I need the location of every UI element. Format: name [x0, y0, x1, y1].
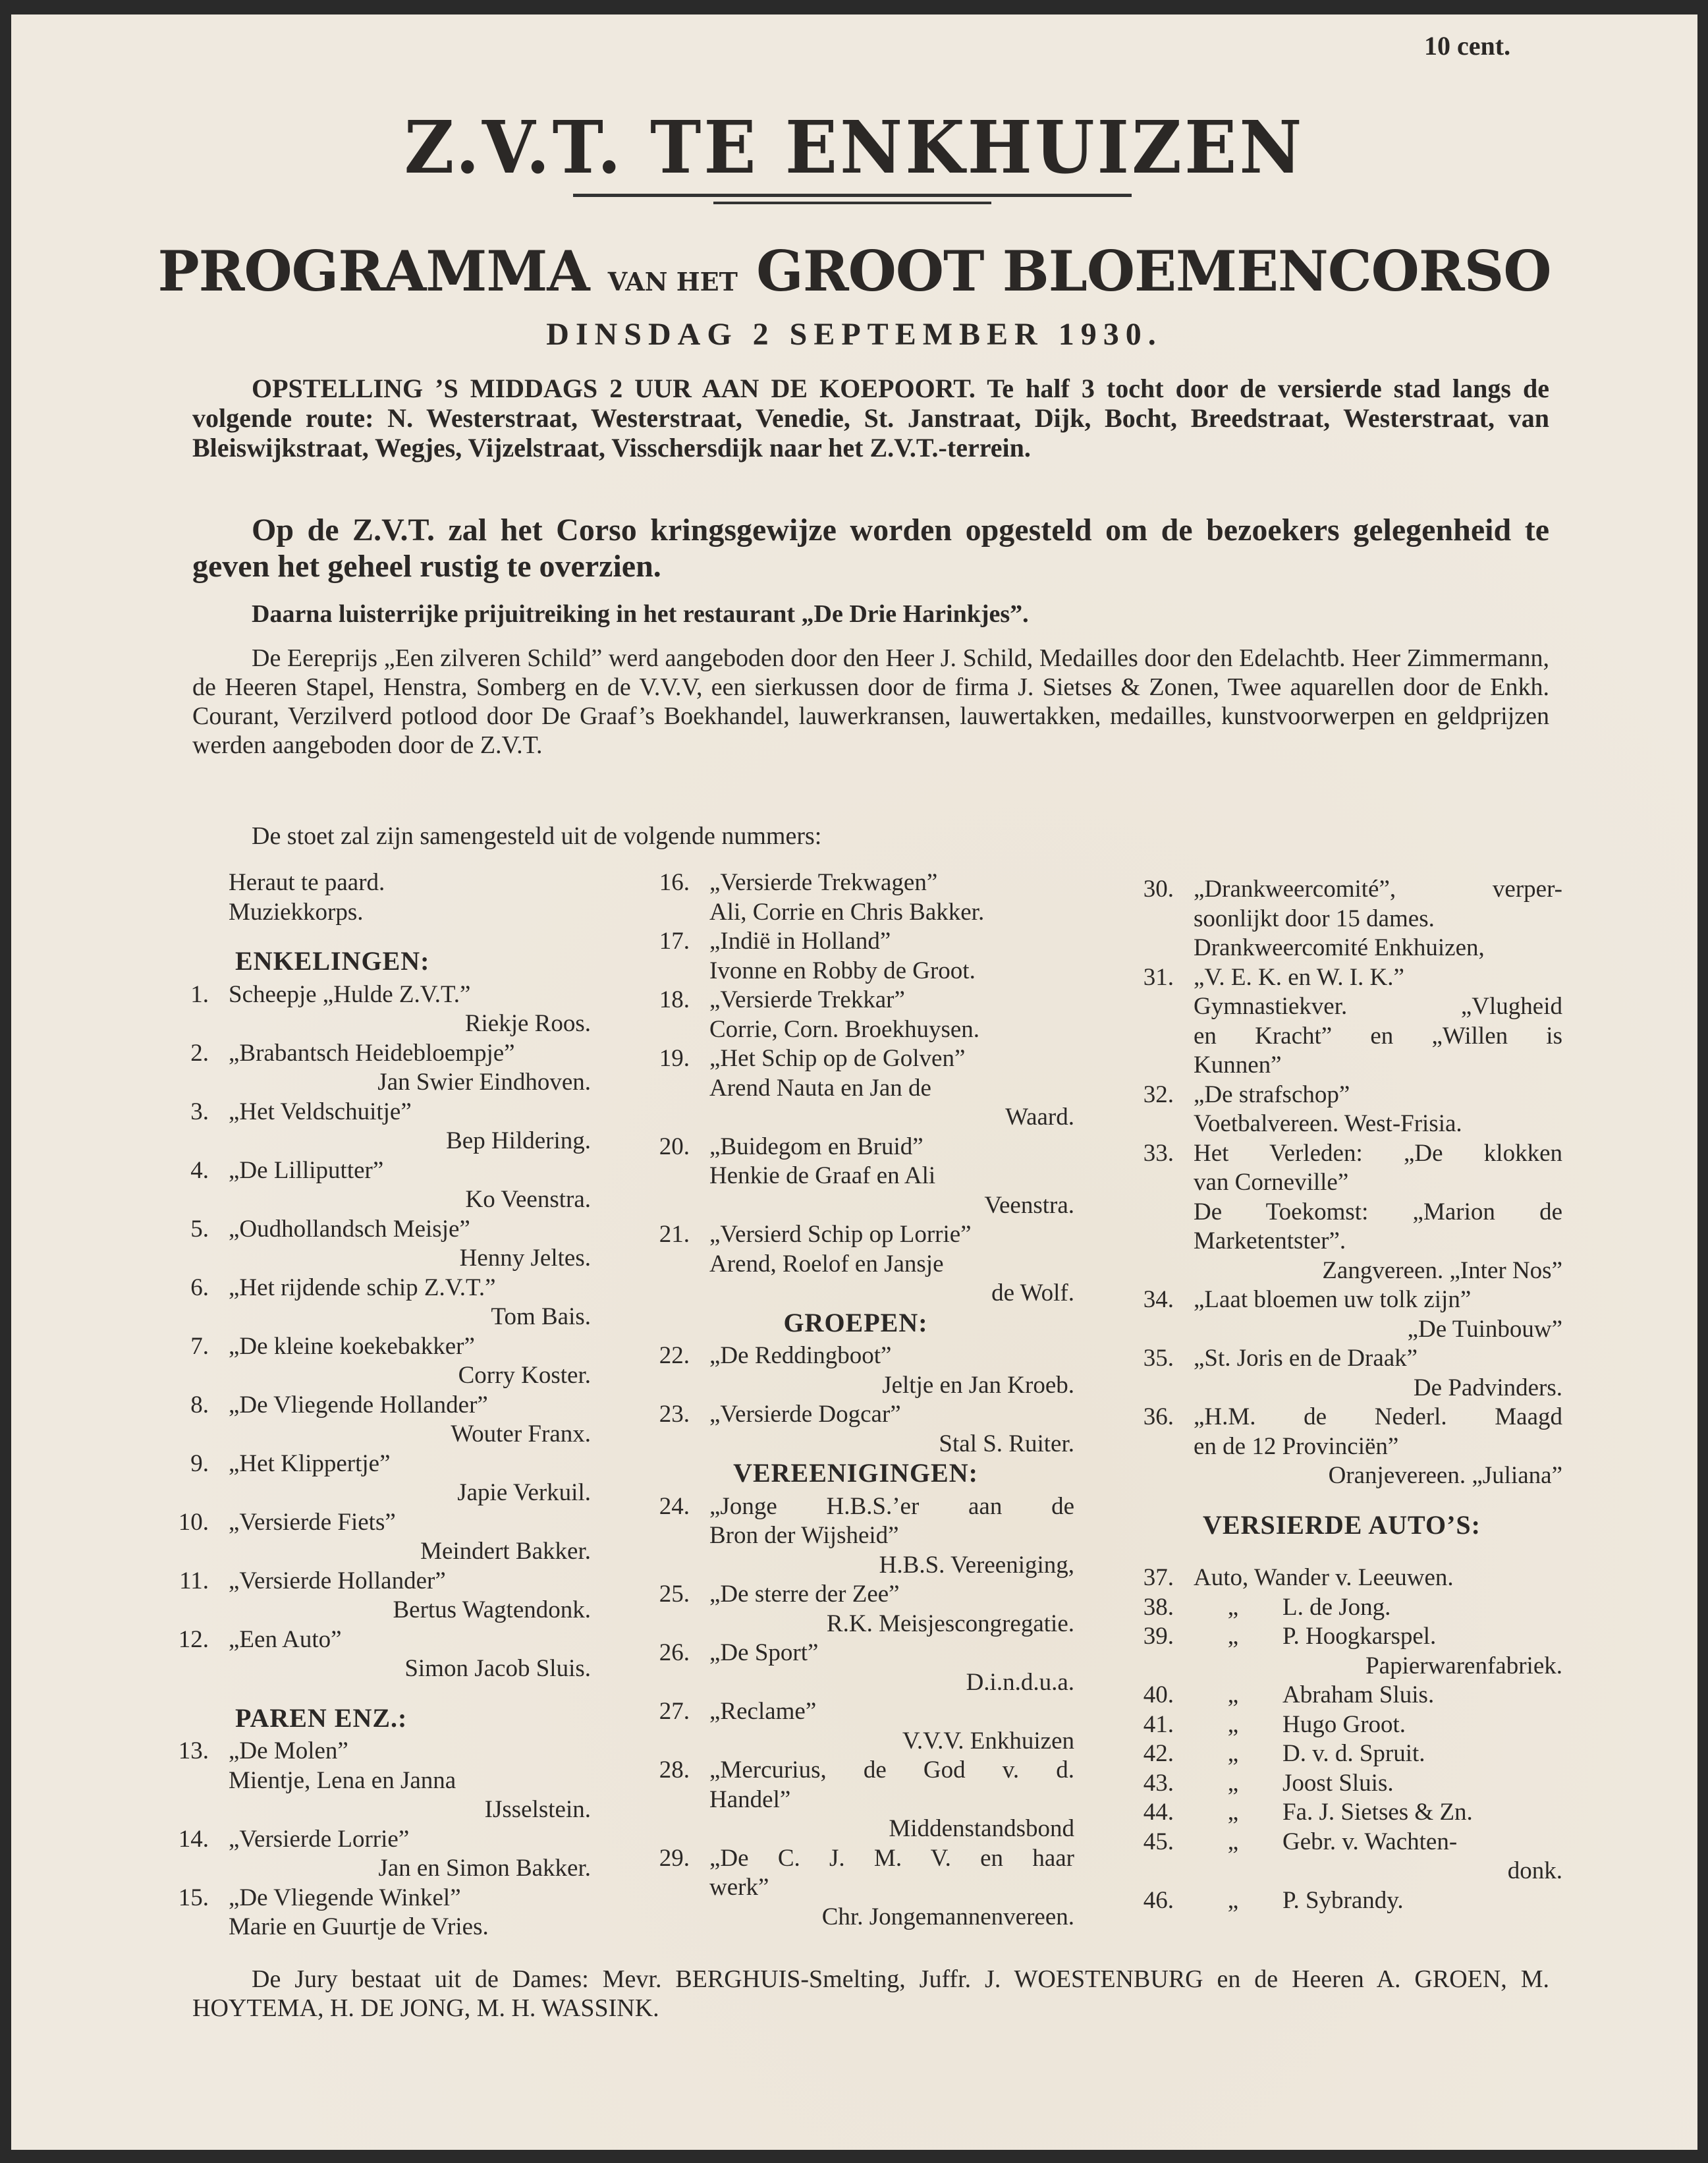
entry-participant: [1121, 1315, 1562, 1344]
entry-line: [637, 1521, 1074, 1550]
entry-title: Het Verleden: „De klokken: [1194, 1139, 1562, 1167]
entry-participant: [637, 1191, 1074, 1220]
program-entry: [156, 1884, 591, 1913]
subtitle-van-het: VAN HET: [607, 267, 738, 296]
entry-line: [1121, 1110, 1562, 1138]
entry-text: soonlijkt door 15 dames.: [1194, 905, 1435, 932]
entry-line: [156, 1913, 591, 1942]
participant-name: Tom Bais.: [491, 1303, 591, 1330]
subtitle-bloemencorso: GROOT BLOEMENCORSO: [756, 239, 1551, 304]
program-entry: [637, 1580, 1074, 1609]
entry-participant: [637, 1430, 1074, 1459]
entry-number: 43.: [1143, 1769, 1174, 1797]
program-entry: [1121, 875, 1562, 904]
entry-title: Abraham Sluis.: [1282, 1681, 1435, 1708]
participant-name: H.B.S. Vereeniging,: [879, 1551, 1074, 1579]
entry-participant: [637, 1610, 1074, 1639]
section-heading: [156, 947, 591, 976]
entry-line: [1121, 905, 1562, 934]
entry-number: 45.: [1143, 1828, 1174, 1855]
program-entry: [1121, 963, 1562, 992]
program-entry: [156, 1825, 591, 1854]
participant-name: Middenstandsbond: [889, 1815, 1074, 1842]
entry-title: „De C. J. M. V. en haar: [709, 1844, 1074, 1872]
program-entry: [637, 1756, 1074, 1785]
entry-line: [156, 1766, 591, 1795]
subtitle-programma: PROGRAMMA: [157, 239, 590, 304]
program-entry: [156, 1449, 591, 1478]
entry-text: Arend, Roelof en Jansje: [709, 1250, 944, 1278]
program-entry: [1121, 1593, 1562, 1622]
entry-line: [1121, 1198, 1562, 1227]
entry-participant: [637, 1103, 1074, 1132]
entry-participant: [156, 1478, 591, 1507]
ditto-mark: „: [1227, 1710, 1239, 1738]
participant-name: „De Tuinbouw”: [1407, 1315, 1562, 1343]
entry-text: Ivonne en Robby de Groot.: [709, 957, 976, 984]
entry-title: „St. Joris en de Draak”: [1194, 1345, 1418, 1372]
entry-title: Auto, Wander v. Leeuwen.: [1194, 1564, 1454, 1591]
ditto-mark: „: [1227, 1593, 1239, 1621]
entry-number: 39.: [1143, 1623, 1174, 1650]
program-entry: [637, 1133, 1074, 1162]
participant-name: Waard.: [1005, 1104, 1074, 1131]
entry-title: Fa. J. Sietses & Zn.: [1282, 1799, 1473, 1826]
price-label: 10 cent.: [1424, 31, 1511, 61]
entry-text: Handel”: [709, 1785, 791, 1813]
entry-participant: [637, 1903, 1074, 1932]
entry-number: 11.: [179, 1567, 209, 1594]
entry-participant: [637, 1814, 1074, 1843]
entry-number: 3.: [190, 1098, 209, 1125]
entry-number: 36.: [1143, 1403, 1174, 1430]
entry-line: [637, 957, 1074, 986]
entry-title: „De Vliegende Winkel”: [229, 1884, 461, 1911]
program-entry: [156, 1332, 591, 1361]
participant-name: Jeltje en Jan Kroeb.: [882, 1371, 1074, 1399]
program-entry: [1121, 1798, 1562, 1827]
entry-title: „Jonge H.B.S.’er aan de: [709, 1492, 1074, 1520]
entry-number: 4.: [190, 1156, 209, 1184]
entry-participant: [1121, 1652, 1562, 1681]
entry-number: 17.: [659, 928, 690, 955]
program-entry: [1121, 1563, 1562, 1592]
entry-participant: [156, 1795, 591, 1824]
entry-title: „Mercurius, de God v. d.: [709, 1756, 1074, 1784]
entry-participant: [156, 1361, 591, 1390]
section-heading-label: GROEPEN:: [783, 1307, 928, 1337]
entry-participant: [637, 1668, 1074, 1697]
program-entry: [1121, 1739, 1562, 1768]
entry-text: Mientje, Lena en Janna: [229, 1766, 456, 1794]
entry-participant: [156, 1009, 591, 1038]
entry-title: „Versierd Schip op Lorrie”: [709, 1221, 972, 1248]
entry-number: 31.: [1143, 963, 1174, 991]
ditto-mark: „: [1227, 1769, 1239, 1797]
entry-number: 18.: [659, 986, 690, 1013]
entry-number: 34.: [1143, 1286, 1174, 1313]
program-entry: [637, 868, 1074, 897]
entry-line: [1121, 1022, 1562, 1051]
participant-name: de Wolf.: [991, 1279, 1074, 1306]
entry-line: [637, 1074, 1074, 1103]
entry-number: 13.: [178, 1737, 209, 1764]
entry-title: „De Vliegende Hollander”: [229, 1391, 488, 1419]
entry-number: 23.: [659, 1401, 690, 1428]
ditto-mark: „: [1227, 1740, 1239, 1767]
ditto-mark: „: [1227, 1828, 1239, 1855]
program-entry: [1121, 1828, 1562, 1857]
ditto-mark: „: [1227, 1886, 1239, 1914]
entry-participant: [156, 1537, 591, 1566]
entry-line: [637, 898, 1074, 927]
participant-name: Corry Koster.: [458, 1362, 591, 1389]
entry-number: 44.: [1143, 1799, 1174, 1826]
program-entry: [156, 1215, 591, 1244]
program-entry: [637, 1492, 1074, 1521]
document-page: [11, 14, 1697, 2150]
entry-participant: [637, 1551, 1074, 1580]
program-entry: [156, 1567, 591, 1596]
section-heading-label: VEREENIGINGEN:: [733, 1458, 978, 1488]
participant-name: IJsselstein.: [484, 1796, 591, 1823]
participant-name: Zangvereen. „Inter Nos”: [1322, 1256, 1562, 1284]
entry-number: 24.: [659, 1492, 690, 1520]
participant-name: Bep Hildering.: [446, 1127, 591, 1154]
entry-line: [637, 1250, 1074, 1279]
entry-title: Scheepje „Hulde Z.V.T.”: [229, 980, 471, 1008]
entry-number: 8.: [190, 1391, 209, 1419]
entry-number: 35.: [1143, 1345, 1174, 1372]
program-entry: [1121, 1886, 1562, 1915]
participant-name: V.V.V. Enkhuizen: [902, 1727, 1074, 1755]
entry-text: Henkie de Graaf en Ali: [709, 1162, 936, 1189]
entry-text: Voetbalvereen. West-Frisia.: [1194, 1110, 1462, 1137]
participant-name: Japie Verkuil.: [457, 1479, 591, 1506]
prize-ceremony-paragraph: Daarna luisterrijke prijuitreiking in het restaurant „De Drie Harinkjes”.: [252, 600, 1029, 628]
participant-name: Riekje Roos.: [464, 1010, 591, 1037]
entry-line: [637, 1162, 1074, 1191]
entry-title: P. Hoogkarspel.: [1282, 1623, 1437, 1650]
entry-line: [1121, 1051, 1562, 1080]
entry-title: „De sterre der Zee”: [709, 1581, 900, 1608]
section-heading-label: ENKELINGEN:: [235, 946, 430, 976]
section-heading: [1121, 1511, 1562, 1540]
entry-text: werk”: [709, 1874, 769, 1901]
entry-title: „Versierde Fiets”: [229, 1508, 396, 1536]
section-heading: [637, 1459, 1074, 1488]
donors-paragraph: De Eereprijs „Een zilveren Schild” werd aangeboden door den Heer J. Schild, Medailles door den Edelachtb. Heer Zimmermann, de Heeren Stapel, Henstra, Somberg en de V.V.V, een sierkussen door de firma J. Sietses & Zonen, Twee aquarellen door de Enkh. Courant, Verzilverd potlood door De Graaf’s Boekhandel, lauwerkransen, lauwertakken, medailles, kunstvoorwerpen en geldprijzen werden aangeboden door de Z.V.T.: [192, 644, 1549, 759]
entry-title: „De Molen”: [229, 1737, 348, 1764]
entry-participant: [156, 1127, 591, 1156]
entry-text: Marie en Guurtje de Vries.: [229, 1913, 489, 1940]
entry-text: en de 12 Provinciën”: [1194, 1432, 1399, 1460]
entry-participant: [1121, 1461, 1562, 1490]
entry-text: Bron der Wijsheid”: [709, 1522, 899, 1549]
entry-number: 33.: [1143, 1139, 1174, 1167]
entry-line: [1121, 1227, 1562, 1256]
entry-title: L. de Jong.: [1282, 1593, 1391, 1621]
participant-name: Veenstra.: [984, 1191, 1074, 1219]
entry-number: 46.: [1143, 1886, 1174, 1914]
entry-number: 5.: [190, 1215, 209, 1243]
participant-name: Jan en Simon Bakker.: [378, 1855, 591, 1882]
entry-text: Corrie, Corn. Broekhuysen.: [709, 1015, 980, 1043]
entry-number: 42.: [1143, 1740, 1174, 1767]
entry-participant: [156, 1420, 591, 1449]
program-entry: [156, 1391, 591, 1420]
entry-number: 28.: [659, 1756, 690, 1784]
entry-number: 9.: [190, 1449, 209, 1477]
entry-title: „Het Schip op de Golven”: [709, 1045, 966, 1072]
program-entry: [156, 1625, 591, 1654]
entry-title: „Versierde Lorrie”: [229, 1825, 410, 1853]
entry-number: 10.: [178, 1508, 209, 1536]
entry-number: 14.: [178, 1825, 209, 1853]
participant-name: Henny Jeltes.: [459, 1245, 591, 1272]
entry-title: „De Lilliputter”: [229, 1156, 384, 1184]
entry-text: en Kracht” en „Willen is: [1194, 1022, 1562, 1050]
entry-title: „Versierde Hollander”: [229, 1567, 446, 1594]
entry-number: 2.: [190, 1039, 209, 1067]
entry-number: 6.: [190, 1274, 209, 1301]
entry-participant: [637, 1727, 1074, 1756]
entry-title: „Laat bloemen uw tolk zijn”: [1194, 1286, 1472, 1313]
entry-title: P. Sybrandy.: [1282, 1886, 1404, 1914]
section-heading: [637, 1308, 1074, 1337]
program-entry: [156, 1508, 591, 1537]
entry-number: 22.: [659, 1342, 690, 1369]
entry-title: „Reclame”: [709, 1698, 817, 1725]
entry-text: Ali, Corrie en Chris Bakker.: [709, 898, 985, 926]
entry-number: 21.: [659, 1221, 690, 1248]
entry-participant: [1121, 1374, 1562, 1403]
entry-number: 27.: [659, 1698, 690, 1725]
entry-title: „V. E. K. en W. I. K.”: [1194, 963, 1404, 991]
route-paragraph: OPSTELLING ’S MIDDAGS 2 UUR AAN DE KOEPOORT. Te half 3 tocht door de versierde stad langs de volgende route: N. Westerstraat, Westerstraat, Venedie, St. Janstraat, Dijk, Bocht, Breedstraat, Westerstraat, van Bleiswijkstraat, Wegjes, Vijzelstraat, Visschersdijk naar het Z.V.T.-terrein.: [192, 374, 1549, 463]
entry-participant: [156, 1654, 591, 1683]
program-entry: [1121, 1139, 1562, 1168]
title-rule-bottom: [713, 202, 991, 204]
program-entry: [637, 1639, 1074, 1668]
program-entry: [1121, 1081, 1562, 1110]
participant-name: Stal S. Ruiter.: [939, 1430, 1074, 1457]
program-entry: [1121, 1681, 1562, 1710]
entry-number: 20.: [659, 1133, 690, 1160]
program-entry: [1121, 1344, 1562, 1373]
program-entry: [1121, 1769, 1562, 1798]
entry-text: van Corneville”: [1194, 1169, 1349, 1196]
entry-title: „De Sport”: [709, 1639, 819, 1666]
entry-title: „Het Veldschuitje”: [229, 1098, 412, 1125]
entry-number: 19.: [659, 1045, 690, 1072]
entry-line: [156, 868, 591, 897]
event-date: DINSDAG 2 SEPTEMBER 1930.: [546, 317, 1163, 352]
entry-participant: [637, 1279, 1074, 1308]
entry-line: [637, 1873, 1074, 1902]
entry-title: Gebr. v. Wachten-: [1282, 1828, 1458, 1855]
entry-title: „Versierde Dogcar”: [709, 1401, 901, 1428]
program-entry: [1121, 1622, 1562, 1651]
entry-title: „Een Auto”: [229, 1625, 342, 1653]
entry-title: „Het Klippertje”: [229, 1449, 391, 1477]
entry-title: „Oudhollandsch Meisje”: [229, 1215, 470, 1243]
entry-line: [637, 1785, 1074, 1814]
program-entry: [1121, 1403, 1562, 1432]
entry-title: „Versierde Trekkar”: [709, 986, 905, 1013]
participant-name: De Padvinders.: [1413, 1374, 1562, 1401]
entry-participant: [156, 1303, 591, 1332]
participant-name: R.K. Meisjescongregatie.: [826, 1610, 1074, 1637]
entry-number: 1.: [190, 980, 209, 1008]
entry-participant: [1121, 1256, 1562, 1285]
entry-participant: [1121, 1857, 1562, 1886]
ditto-mark: „: [1227, 1623, 1239, 1650]
entry-title: „Buidegom en Bruid”: [709, 1133, 923, 1160]
program-entry: [156, 1737, 591, 1766]
entry-title: „De Reddingboot”: [709, 1342, 892, 1369]
ditto-mark: „: [1227, 1681, 1239, 1708]
program-entry: [637, 1697, 1074, 1726]
participant-name: Jan Swier Eindhoven.: [377, 1069, 591, 1096]
program-entry: [1121, 1285, 1562, 1314]
entry-number: 25.: [659, 1581, 690, 1608]
entry-number: 16.: [659, 869, 690, 896]
entry-text: Gymnastiekver. „Vlugheid: [1194, 993, 1562, 1020]
entry-number: 38.: [1143, 1593, 1174, 1621]
program-entry: [1121, 1710, 1562, 1739]
entry-number: 30.: [1143, 876, 1174, 903]
entry-participant: [637, 1371, 1074, 1400]
entry-title: „De kleine koekebakker”: [229, 1332, 475, 1360]
procession-intro: De stoet zal zijn samengesteld uit de volgende nummers:: [252, 822, 822, 850]
title-rule-top: [573, 194, 1132, 197]
entry-text: Muziekkorps.: [229, 898, 364, 926]
entry-title: „Versierde Trekwagen”: [709, 869, 938, 896]
entry-participant: [156, 1185, 591, 1214]
ditto-mark: „: [1227, 1799, 1239, 1826]
entry-text: Arend Nauta en Jan de: [709, 1074, 931, 1102]
entry-title: „Het rijdende schip Z.V.T.”: [229, 1274, 496, 1301]
participant-name: Bertus Wagtendonk.: [393, 1596, 591, 1623]
entry-number: 15.: [178, 1884, 209, 1911]
participant-name: Wouter Franx.: [451, 1420, 591, 1447]
entry-line: [1121, 1168, 1562, 1197]
entry-title: „H.M. de Nederl. Maagd: [1194, 1403, 1562, 1430]
entry-title: „Drankweercomité”, verper-: [1194, 876, 1562, 903]
entry-text: Marketentster”.: [1194, 1227, 1346, 1254]
entry-participant: [156, 1854, 591, 1883]
entry-participant: [156, 1068, 591, 1097]
entry-participant: [156, 1244, 591, 1273]
section-heading: [156, 1704, 591, 1733]
jury-paragraph: De Jury bestaat uit de Dames: Mevr. BERGHUIS-Smelting, Juffr. J. WOESTENBURG en de Heeren A. GROEN, M. HOYTEMA, H. DE JONG, M. H. WASSINK.: [192, 1965, 1549, 2022]
program-entry: [637, 1044, 1074, 1073]
entry-text: Kunnen”: [1194, 1052, 1282, 1079]
entry-text: De Toekomst: „Marion de: [1194, 1198, 1562, 1225]
entry-line: [156, 898, 591, 927]
participant-name: Ko Veenstra.: [465, 1186, 591, 1213]
entry-title: „Indië in Holland”: [709, 928, 891, 955]
program-entry: [637, 1220, 1074, 1249]
corso-paragraph: Op de Z.V.T. zal het Corso kringsgewijze worden opgesteld om de bezoekers gelegenheid te geven het geheel rustig te overzien.: [192, 513, 1549, 584]
entry-line: [1121, 992, 1562, 1021]
entry-title: Hugo Groot.: [1282, 1710, 1406, 1738]
participant-name: D.i.n.d.u.a.: [966, 1668, 1074, 1696]
program-entry: [156, 1274, 591, 1303]
page-title: Z.V.T. TE ENKHUIZEN: [404, 104, 1305, 190]
participant-name: donk.: [1507, 1857, 1562, 1884]
entry-title: D. v. d. Spruit.: [1282, 1740, 1425, 1767]
entry-number: 26.: [659, 1639, 690, 1666]
program-entry: [156, 1156, 591, 1185]
entry-title: „De strafschop”: [1194, 1081, 1350, 1108]
participant-name: Simon Jacob Sluis.: [404, 1655, 591, 1682]
entry-text: Drankweercomité Enkhuizen,: [1194, 934, 1485, 961]
participant-name: Chr. Jongemannenvereen.: [821, 1903, 1074, 1930]
entry-number: 37.: [1143, 1564, 1174, 1591]
program-entry: [156, 1039, 591, 1068]
entry-text: Heraut te paard.: [229, 869, 385, 896]
section-heading-label: PAREN ENZ.:: [235, 1702, 408, 1733]
entry-line: [1121, 934, 1562, 963]
participant-name: Papierwarenfabriek.: [1365, 1652, 1562, 1679]
program-entry: [637, 986, 1074, 1015]
entry-number: 7.: [190, 1332, 209, 1360]
program-subtitle: [11, 239, 1697, 304]
entry-number: 40.: [1143, 1681, 1174, 1708]
entry-line: [1121, 1432, 1562, 1461]
entry-number: 41.: [1143, 1710, 1174, 1738]
program-entry: [637, 927, 1074, 956]
entry-line: [637, 1015, 1074, 1044]
entry-number: 12.: [178, 1625, 209, 1653]
program-entry: [637, 1400, 1074, 1429]
program-entry: [156, 1098, 591, 1127]
section-heading-label: VERSIERDE AUTO’S:: [1203, 1509, 1481, 1540]
entry-number: 29.: [659, 1844, 690, 1872]
entry-title: Joost Sluis.: [1282, 1769, 1394, 1797]
participant-name: Meindert Bakker.: [420, 1538, 591, 1565]
entry-participant: [156, 1596, 591, 1625]
program-entry: [156, 980, 591, 1009]
entry-title: „Brabantsch Heidebloempje”: [229, 1039, 515, 1067]
entry-number: 32.: [1143, 1081, 1174, 1108]
program-entry: [637, 1341, 1074, 1370]
program-entry: [637, 1844, 1074, 1873]
participant-name: Oranjevereen. „Juliana”: [1328, 1462, 1562, 1489]
